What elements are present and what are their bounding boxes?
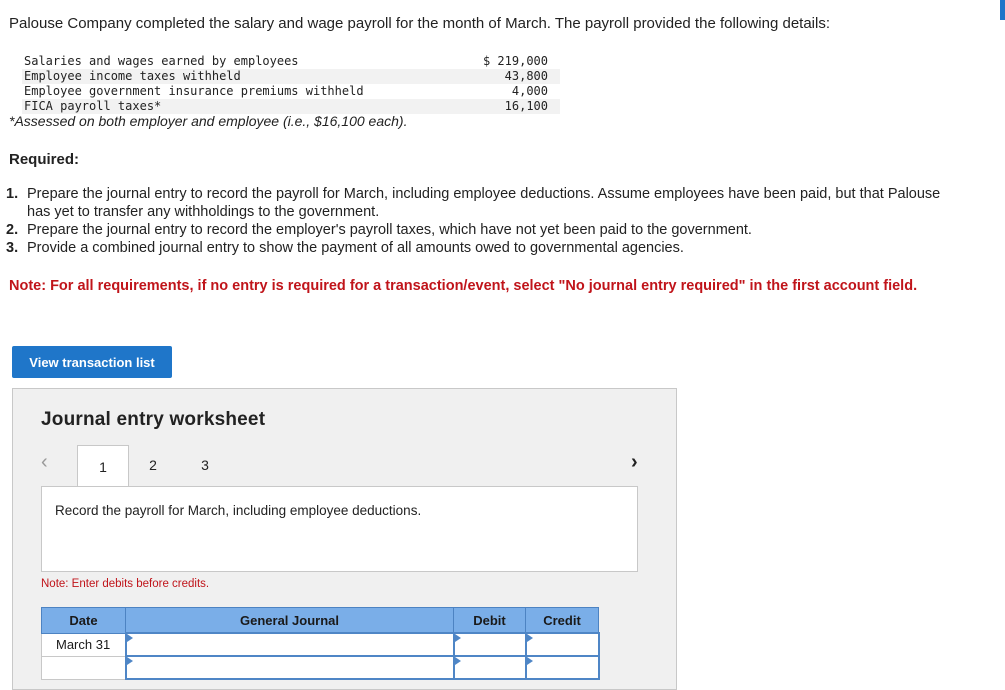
dropdown-marker-icon xyxy=(527,657,533,665)
requirement-text: Provide a combined journal entry to show the payment of all amounts owed to governmental agencies. xyxy=(27,240,684,256)
detail-row xyxy=(22,84,560,99)
requirement-number: 1. xyxy=(6,186,19,202)
credit-column-header: Credit xyxy=(526,608,599,634)
problem-intro: Palouse Company completed the salary and wage payroll for the month of March. The payroll provided the following details: xyxy=(9,15,831,32)
credit-field[interactable] xyxy=(526,656,599,679)
dropdown-marker-icon xyxy=(127,657,133,665)
dropdown-marker-icon xyxy=(527,634,533,642)
requirement-text: Prepare the journal entry to record the employer's payroll taxes, which have not yet been paid to the government. xyxy=(27,222,752,238)
view-transaction-list-button[interactable]: View transaction list xyxy=(12,346,172,378)
detail-label: Salaries and wages earned by employees xyxy=(24,54,299,68)
credit-field[interactable] xyxy=(526,633,599,656)
chevron-right-icon[interactable]: › xyxy=(631,451,638,473)
chevron-left-icon[interactable]: ‹ xyxy=(41,451,48,473)
requirement-text: Prepare the journal entry to record the payroll for March, including employee deductions. Assume employees have been paid, but that Palouse has yet to transfer any withholdings to the government. xyxy=(27,186,941,220)
table-row xyxy=(42,633,599,656)
table-row xyxy=(42,656,599,679)
worksheet-instruction: Record the payroll for March, including employee deductions. xyxy=(55,503,422,518)
debit-field[interactable] xyxy=(454,633,526,656)
requirement-item xyxy=(6,221,946,239)
tab-1[interactable]: 1 xyxy=(77,445,129,487)
footnote: *Assessed on both employer and employee (i.e., $16,100 each). xyxy=(9,113,408,129)
detail-value: 43,800 xyxy=(504,69,548,83)
worksheet-title: Journal entry worksheet xyxy=(41,409,266,430)
detail-value: 4,000 xyxy=(511,84,548,98)
debit-field[interactable] xyxy=(454,656,526,679)
detail-value: 16,100 xyxy=(504,99,548,113)
date-cell xyxy=(42,656,126,679)
detail-value: $ 219,000 xyxy=(482,54,548,68)
tab-2[interactable]: 2 xyxy=(149,457,157,473)
general-journal-column-header: General Journal xyxy=(126,608,454,634)
detail-label: Employee income taxes withheld xyxy=(24,69,241,83)
journal-table xyxy=(41,607,600,680)
requirement-number: 3. xyxy=(6,240,19,256)
journal-entry-worksheet xyxy=(12,388,677,690)
payroll-details xyxy=(22,54,560,114)
dropdown-marker-icon xyxy=(455,634,461,642)
detail-row xyxy=(22,69,560,84)
detail-row xyxy=(22,54,560,69)
requirement-item xyxy=(6,185,946,221)
debit-column-header: Debit xyxy=(454,608,526,634)
requirements-note: Note: For all requirements, if no entry is required for a transaction/event, select "No journal entry required" in the first account field. xyxy=(9,278,918,294)
requirement-item xyxy=(6,239,946,257)
dropdown-marker-icon xyxy=(127,634,133,642)
debits-credits-note: Note: Enter debits before credits. xyxy=(41,578,210,590)
date-cell: March 31 xyxy=(42,633,126,656)
date-column-header: Date xyxy=(42,608,126,634)
scroll-edge-indicator xyxy=(1000,0,1005,20)
detail-label: Employee government insurance premiums withheld xyxy=(24,84,364,98)
account-field[interactable] xyxy=(126,656,454,679)
worksheet-instruction-box xyxy=(41,486,638,572)
tab-3[interactable]: 3 xyxy=(201,457,209,473)
requirement-number: 2. xyxy=(6,222,19,238)
required-heading: Required: xyxy=(9,151,80,168)
detail-label: FICA payroll taxes* xyxy=(24,99,162,113)
journal-header-row xyxy=(42,608,599,634)
account-field[interactable] xyxy=(126,633,454,656)
requirements-list xyxy=(6,185,946,257)
detail-row xyxy=(22,99,560,114)
dropdown-marker-icon xyxy=(455,657,461,665)
